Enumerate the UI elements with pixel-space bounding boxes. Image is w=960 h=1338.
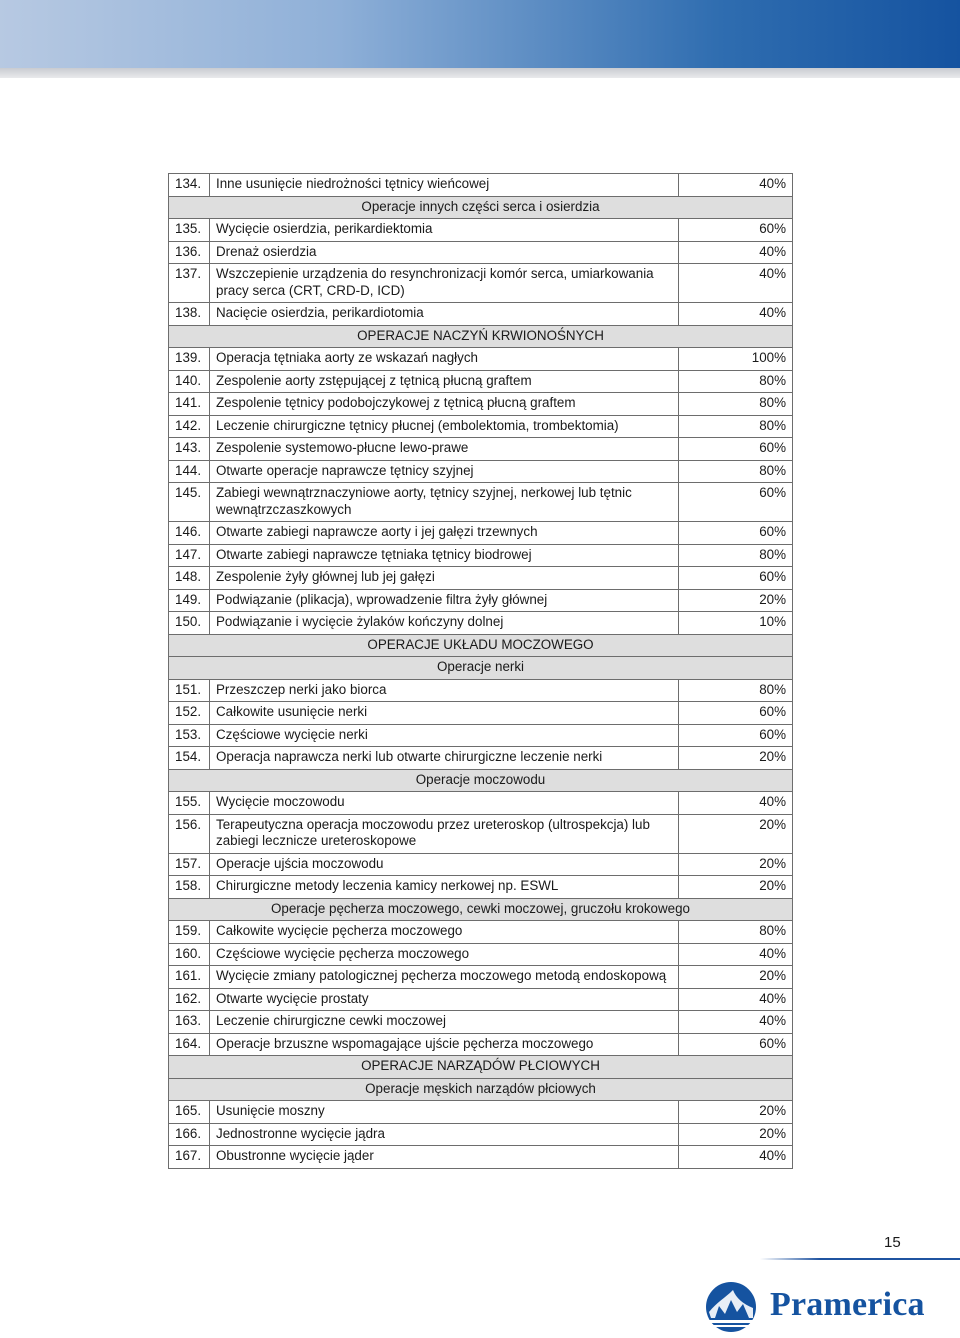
subsection-title: Operacje moczowodu — [169, 769, 793, 792]
table-row — [169, 966, 793, 989]
table-row — [169, 814, 793, 853]
benefit-percent: 60% — [679, 438, 793, 461]
table-row — [169, 1123, 793, 1146]
section-title: OPERACJE NACZYŃ KRWIONOŚNYCH — [169, 325, 793, 348]
table-row — [169, 303, 793, 326]
table-row — [169, 460, 793, 483]
table-row — [169, 612, 793, 635]
procedure-name: Zespolenie systemowo-płucne lewo-prawe — [210, 438, 679, 461]
benefit-percent: 80% — [679, 921, 793, 944]
section-title: OPERACJE NARZĄDÓW PŁCIOWYCH — [169, 1056, 793, 1079]
section-header-row — [169, 634, 793, 657]
table-row — [169, 348, 793, 371]
row-number: 134. — [169, 174, 210, 197]
procedure-name: Całkowite usunięcie nerki — [210, 702, 679, 725]
benefit-percent: 20% — [679, 1101, 793, 1124]
benefit-percent: 20% — [679, 876, 793, 899]
procedure-name: Jednostronne wycięcie jądra — [210, 1123, 679, 1146]
header-divider — [0, 68, 960, 78]
benefit-percent: 40% — [679, 988, 793, 1011]
procedures-table — [168, 173, 793, 1169]
table-row — [169, 747, 793, 770]
subsection-header-row — [169, 657, 793, 680]
table-row — [169, 921, 793, 944]
benefit-percent: 80% — [679, 460, 793, 483]
row-number: 152. — [169, 702, 210, 725]
procedure-name: Obustronne wycięcie jąder — [210, 1146, 679, 1169]
procedure-name: Otwarte zabiegi naprawcze tętniaka tętnicy biodrowej — [210, 544, 679, 567]
page-number: 15 — [884, 1234, 901, 1251]
row-number: 150. — [169, 612, 210, 635]
table-row — [169, 219, 793, 242]
table-row — [169, 853, 793, 876]
procedure-name: Otwarte operacje naprawcze tętnicy szyjnej — [210, 460, 679, 483]
procedure-name: Otwarte wycięcie prostaty — [210, 988, 679, 1011]
table-row — [169, 1033, 793, 1056]
procedure-name: Wszczepienie urządzenia do resynchronizacji komór serca, umiarkowania pracy serca (CRT, CRD-D, ICD) — [210, 264, 679, 303]
procedure-name: Inne usunięcie niedrożności tętnicy wieńcowej — [210, 174, 679, 197]
table-row — [169, 544, 793, 567]
procedure-name: Leczenie chirurgiczne tętnicy płucnej (embolektomia, trombektomia) — [210, 415, 679, 438]
benefit-percent: 40% — [679, 303, 793, 326]
table-row — [169, 438, 793, 461]
benefit-percent: 60% — [679, 702, 793, 725]
benefit-percent: 60% — [679, 724, 793, 747]
row-number: 162. — [169, 988, 210, 1011]
row-number: 163. — [169, 1011, 210, 1034]
procedure-name: Całkowite wycięcie pęcherza moczowego — [210, 921, 679, 944]
header-band — [0, 0, 960, 68]
table-row — [169, 264, 793, 303]
procedure-name: Zespolenie żyły głównej lub jej gałęzi — [210, 567, 679, 590]
row-number: 160. — [169, 943, 210, 966]
benefit-percent: 80% — [679, 393, 793, 416]
benefit-percent: 20% — [679, 1123, 793, 1146]
row-number: 157. — [169, 853, 210, 876]
benefit-percent: 40% — [679, 241, 793, 264]
procedure-name: Podwiązanie i wycięcie żylaków kończyny dolnej — [210, 612, 679, 635]
table-row — [169, 522, 793, 545]
row-number: 151. — [169, 679, 210, 702]
row-number: 165. — [169, 1101, 210, 1124]
row-number: 164. — [169, 1033, 210, 1056]
table-row — [169, 702, 793, 725]
benefit-percent: 40% — [679, 792, 793, 815]
procedure-name: Operacja naprawcza nerki lub otwarte chirurgiczne leczenie nerki — [210, 747, 679, 770]
page-number-rule — [760, 1258, 960, 1260]
procedure-name: Leczenie chirurgiczne cewki moczowej — [210, 1011, 679, 1034]
row-number: 141. — [169, 393, 210, 416]
benefit-percent: 80% — [679, 370, 793, 393]
row-number: 156. — [169, 814, 210, 853]
table-row — [169, 1101, 793, 1124]
benefit-percent: 60% — [679, 483, 793, 522]
table-row — [169, 241, 793, 264]
benefit-percent: 80% — [679, 415, 793, 438]
row-number: 137. — [169, 264, 210, 303]
procedure-name: Operacje ujścia moczowodu — [210, 853, 679, 876]
table-row — [169, 876, 793, 899]
procedure-name: Nacięcie osierdzia, perikardiotomia — [210, 303, 679, 326]
benefit-percent: 60% — [679, 1033, 793, 1056]
section-header-row — [169, 1056, 793, 1079]
table-row — [169, 589, 793, 612]
benefit-percent: 20% — [679, 747, 793, 770]
procedure-name: Wycięcie osierdzia, perikardiektomia — [210, 219, 679, 242]
procedure-name: Chirurgiczne metody leczenia kamicy nerkowej np. ESWL — [210, 876, 679, 899]
table-row — [169, 724, 793, 747]
procedure-name: Wycięcie zmiany patologicznej pęcherza moczowego metodą endoskopową — [210, 966, 679, 989]
table-row — [169, 174, 793, 197]
table-row — [169, 393, 793, 416]
row-number: 146. — [169, 522, 210, 545]
section-header-row — [169, 325, 793, 348]
procedure-name: Terapeutyczna operacja moczowodu przez ureteroskop (ultrospekcja) lub zabiegi lecznicze ureteroskopowe — [210, 814, 679, 853]
procedure-name: Częściowe wycięcie pęcherza moczowego — [210, 943, 679, 966]
row-number: 144. — [169, 460, 210, 483]
benefit-percent: 80% — [679, 679, 793, 702]
row-number: 142. — [169, 415, 210, 438]
row-number: 154. — [169, 747, 210, 770]
procedure-name: Wycięcie moczowodu — [210, 792, 679, 815]
subsection-title: Operacje innych części serca i osierdzia — [169, 196, 793, 219]
table-row — [169, 567, 793, 590]
benefit-percent: 20% — [679, 966, 793, 989]
procedure-name: Częściowe wycięcie nerki — [210, 724, 679, 747]
table-row — [169, 1011, 793, 1034]
benefit-percent: 20% — [679, 814, 793, 853]
row-number: 161. — [169, 966, 210, 989]
row-number: 149. — [169, 589, 210, 612]
subsection-title: Operacje pęcherza moczowego, cewki moczowej, gruczołu krokowego — [169, 898, 793, 921]
subsection-header-row — [169, 1078, 793, 1101]
benefit-percent: 60% — [679, 522, 793, 545]
procedure-name: Przeszczep nerki jako biorca — [210, 679, 679, 702]
row-number: 153. — [169, 724, 210, 747]
row-number: 145. — [169, 483, 210, 522]
row-number: 140. — [169, 370, 210, 393]
benefit-percent: 20% — [679, 589, 793, 612]
benefit-percent: 100% — [679, 348, 793, 371]
table-row — [169, 792, 793, 815]
benefit-percent: 40% — [679, 264, 793, 303]
row-number: 138. — [169, 303, 210, 326]
row-number: 155. — [169, 792, 210, 815]
benefit-percent: 10% — [679, 612, 793, 635]
subsection-title: Operacje męskich narządów płciowych — [169, 1078, 793, 1101]
table-row — [169, 1146, 793, 1169]
procedure-name: Zespolenie aorty zstępującej z tętnicą płucną graftem — [210, 370, 679, 393]
subsection-header-row — [169, 769, 793, 792]
subsection-title: Operacje nerki — [169, 657, 793, 680]
table-row — [169, 988, 793, 1011]
procedure-name: Drenaż osierdzia — [210, 241, 679, 264]
procedure-name: Zespolenie tętnicy podobojczykowej z tętnicą płucną graftem — [210, 393, 679, 416]
row-number: 139. — [169, 348, 210, 371]
benefit-percent: 20% — [679, 853, 793, 876]
subsection-header-row — [169, 196, 793, 219]
row-number: 158. — [169, 876, 210, 899]
benefit-percent: 40% — [679, 1011, 793, 1034]
brand-name: Pramerica — [770, 1286, 925, 1323]
procedures-table-body — [169, 174, 793, 1169]
row-number: 166. — [169, 1123, 210, 1146]
subsection-header-row — [169, 898, 793, 921]
table-row — [169, 943, 793, 966]
benefit-percent: 40% — [679, 943, 793, 966]
procedure-name: Operacja tętniaka aorty ze wskazań nagłych — [210, 348, 679, 371]
row-number: 143. — [169, 438, 210, 461]
row-number: 147. — [169, 544, 210, 567]
row-number: 136. — [169, 241, 210, 264]
benefit-percent: 40% — [679, 1146, 793, 1169]
row-number: 148. — [169, 567, 210, 590]
table-row — [169, 370, 793, 393]
procedure-name: Otwarte zabiegi naprawcze aorty i jej gałęzi trzewnych — [210, 522, 679, 545]
benefit-percent: 40% — [679, 174, 793, 197]
table-row — [169, 415, 793, 438]
procedure-name: Podwiązanie (plikacja), wprowadzenie filtra żyły głównej — [210, 589, 679, 612]
benefit-percent: 80% — [679, 544, 793, 567]
table-row — [169, 679, 793, 702]
table-row — [169, 483, 793, 522]
benefit-percent: 60% — [679, 219, 793, 242]
procedure-name: Usunięcie moszny — [210, 1101, 679, 1124]
row-number: 167. — [169, 1146, 210, 1169]
benefit-percent: 60% — [679, 567, 793, 590]
row-number: 135. — [169, 219, 210, 242]
row-number: 159. — [169, 921, 210, 944]
procedure-name: Operacje brzuszne wspomagające ujście pęcherza moczowego — [210, 1033, 679, 1056]
section-title: OPERACJE UKŁADU MOCZOWEGO — [169, 634, 793, 657]
procedure-name: Zabiegi wewnątrznaczyniowe aorty, tętnicy szyjnej, nerkowej lub tętnic wewnątrzczaszkowych — [210, 483, 679, 522]
